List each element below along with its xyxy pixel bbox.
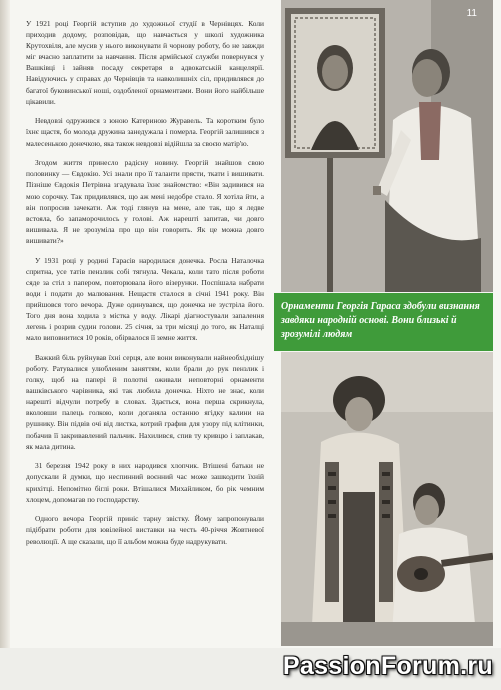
page-number: 11 [466,8,477,19]
paragraph-7: Одного вечора Георгій приніс тарну звістку. Йому запропонували підібрати роботи для ювілейної виставки на честь 40-річчя Жовтневої революції. А ще сказали, що її альбом можна буде надрукувати. [26,514,264,546]
paragraph-2: Невдовзі одружився з юною Катериною Журавель. Та коротким було їхнє щастя, бо молода дружина занедужала і померла. Георгій залишився з малесенькою донечкою, яка також невдовзі відійшла за своєю матір'ю. [26,116,264,148]
paragraph-1: У 1921 році Георгій вступив до художньої студії в Чернівцях. Коли приходив додому, розповідав, що навчається у школі художника Крутохвіля, але мусив у нього виконувати й чорнову роботу, бо не завжди міг вчасно заплатити за навчання. Після армійської служби повернувся у Вашківці і зайняв посаду секретаря в адвокатській канцелярії. Навідуючись у справах до Чернівців та навколишніх сіл, придивлявся до багатої буковинської ноші, оздобленої орнаментами. Вони його найбільше цікавили. [26,19,264,106]
paragraph-3: Згодом життя принесло радісну новину. Георгій знайшов свою половинку — Євдокію. Усі знали про її таланти прясти, ткати і вишивати. Пізніше Євдокія Петрівна згадувала їхнє знайомство: «Він задивився на мою сорочку. Так придивлявся, що аж мені недобре стало. Я хотіла йти, а він попросив зачекати. Аж тоді глянув на мене, але так, що я ледве встояла, бо запаморочилось у голові. Аж нарешті запитав, чи довго вишивала. Я не зрозуміла про що він говорить. Як це можна довго вишивати?» [26,158,264,245]
article-text-column [26,18,264,555]
page-binding-edge [0,0,10,690]
paragraph-6: 31 березня 1942 року в них народився хлопчик. Втішені батьки не допускали й думки, що неспинний воєнний час може зашкодити їхній крихітці. Непомітно біглі роки. Втішалися Михайликом, бо рік чемним хлоцем, допомагав по господарству. [26,461,264,504]
photo-artist-painting [281,0,493,292]
photo-couple-with-guitar-image [281,352,493,646]
watermark-text: PassionForum.ru [282,652,493,680]
paragraph-5: Важкий біль руйнував їхні серця, але вони виконували найнеобхіднішу роботу. Ратувалися улюбленим заняттям, коли брали до рук пензлик і голку, щоб на папері й полотні оживали неповторні орнаменти вашківського чарівника, які так любила донечка. Ніхто не знає, коли нарешті відчули потребу в словах. Здається, вона перша скрикнула, вколовши палець голкою, коли доганяла останню ягідку калини на рушнику. Він підвів очі від листка, котрий графив для узору під клітинки, побачив її закривавлений пальчик. Нахилився, спив ту кривцю і заплакав, як мала дитина. [26,352,264,451]
paragraph-4: У 1931 році у родині Гарасів народилася донечка. Росла Наталочка спритна, усе татів пензлик собі тягнула. Чекала, коли тато після роботи сяде за стіл з папером, повторювала його візерунки. Поспішала набрати води і подати до малювання. Нещастя сталося в січні 1941 року. Він прийшовся того вечора. Дуже одинувався, що донечка не зустріла його. Того дня вона ходила з містка у воду. Лікарі діагностували запалення легень і розрив судин голови. 25 січня, за три місяці до того, як Наталці мало виповнитися 10 років, обірвалося її земне життя. [26,255,264,343]
photo-caption: Орнаменти Георгія Гараса здобули визнання завдяки народній основі. Вони близькі й зрозумілі людям [274,293,493,351]
photo-artist-painting-image [281,0,493,292]
photo-couple-with-guitar [281,352,493,646]
